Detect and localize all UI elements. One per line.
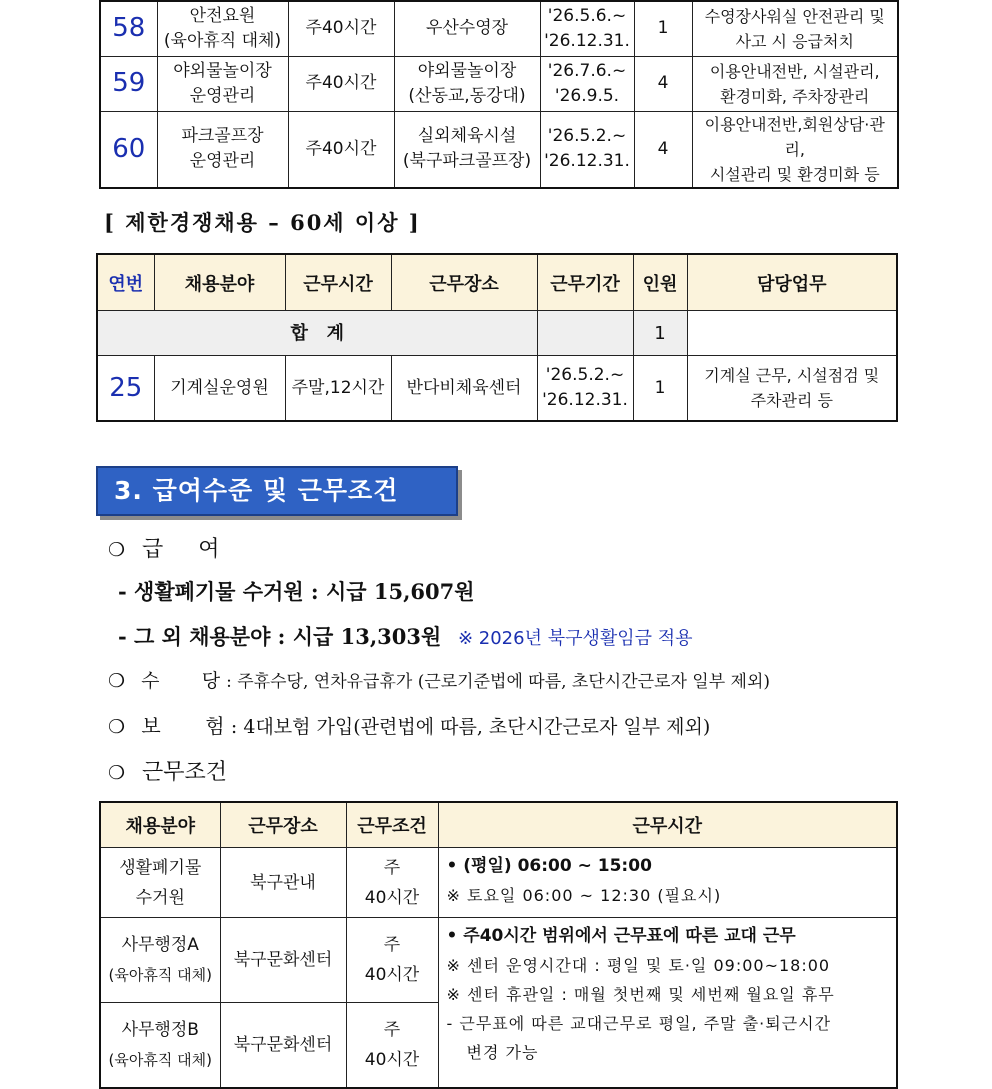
row-number: 60 xyxy=(100,111,157,188)
work-condition-line1: 주 xyxy=(383,935,401,955)
col-header-period: 근무기간 xyxy=(537,254,633,311)
work-period-start: '26.7.6.~ xyxy=(547,60,627,81)
job-field-line2: 운영관리 xyxy=(189,151,256,171)
work-condition-line2: 40시간 xyxy=(364,965,420,985)
work-period-start: '26.5.2.~ xyxy=(547,126,627,146)
circle-bullet-icon: ❍ xyxy=(108,539,126,561)
col-header-time: 근무시간 xyxy=(438,802,897,848)
job-field-line2: (육아휴직 대체) xyxy=(163,30,282,51)
work-condition-line2: 40시간 xyxy=(364,887,420,908)
work-time-bullet: • 주40시간 범위에서 근무표에 따른 교대 근무 xyxy=(446,926,796,946)
salary-label: 급 여 xyxy=(142,537,220,562)
col-header-hours: 근무시간 xyxy=(285,254,391,311)
restricted-section-heading: [ 제한경쟁채용 – 60세 이상 ] xyxy=(104,210,421,235)
work-time xyxy=(438,848,897,918)
top-job-table xyxy=(99,0,899,189)
work-time-bullet: • (평일) 06:00 ~ 15:00 xyxy=(446,856,652,876)
salary-line-others-text: - 그 외 채용분야 : 시급 13,303원 xyxy=(118,624,442,649)
job-field xyxy=(157,56,288,111)
job-field: 기계실운영원 xyxy=(154,356,285,422)
work-period xyxy=(537,356,633,422)
table-row xyxy=(100,111,898,188)
work-time-note: ※ 센터 휴관일 : 매월 첫번째 및 세번째 월요일 휴무 xyxy=(446,985,835,1004)
insurance-line xyxy=(108,710,710,739)
col-header-field: 채용분야 xyxy=(100,802,220,848)
col-header-place: 근무장소 xyxy=(220,802,346,848)
conditions-heading xyxy=(108,755,227,786)
duties-line1: 기계실 근무, 시설점검 및 xyxy=(704,366,880,385)
conditions-table xyxy=(99,801,898,1089)
restricted-job-table xyxy=(96,253,898,422)
work-hours: 주40시간 xyxy=(288,1,394,56)
work-place xyxy=(394,111,540,188)
work-time-note: 변경 가능 xyxy=(466,1043,539,1062)
duties-line2: 시설관리 및 환경미화 등 xyxy=(709,164,880,184)
duties xyxy=(692,56,898,111)
headcount: 4 xyxy=(634,56,692,111)
salary-line-waste: - 생활폐기물 수거원 : 시급 15,607원 xyxy=(118,579,475,604)
work-time-note: ※ 토요일 06:00 ~ 12:30 (필요시) xyxy=(446,886,722,905)
section-title-banner: 3. 급여수준 및 근무조건 xyxy=(96,466,458,516)
work-period xyxy=(540,1,634,56)
work-condition xyxy=(346,918,438,1003)
insurance-label: 보 험 xyxy=(141,714,225,738)
table-header-row xyxy=(100,802,897,848)
duties-line2: 사고 시 응급처치 xyxy=(735,31,854,51)
conditions-label: 근무조건 xyxy=(142,760,228,785)
work-hours: 주40시간 xyxy=(288,111,394,188)
duties-line1: 이용안내전반,회원상담·관리, xyxy=(704,114,885,159)
work-condition xyxy=(346,848,438,918)
col-header-count: 인원 xyxy=(633,254,687,311)
col-header-duties: 담당업무 xyxy=(687,254,897,311)
duties-line1: 이용안내전반, 시설관리, xyxy=(709,61,880,81)
job-field-line1: 안전요원 xyxy=(189,5,256,26)
work-place-line1: 야외물놀이장 xyxy=(417,60,517,81)
work-period-end: '26.12.31. xyxy=(544,30,630,51)
duties xyxy=(692,1,898,56)
circle-bullet-icon: ❍ xyxy=(108,762,126,784)
col-header-condition: 근무조건 xyxy=(346,802,438,848)
job-field xyxy=(157,1,288,56)
headcount: 1 xyxy=(633,356,687,422)
work-period-end: '26.9.5. xyxy=(554,85,620,106)
headcount: 4 xyxy=(634,111,692,188)
work-place: 북구문화센터 xyxy=(220,1003,346,1088)
table-row xyxy=(97,356,897,422)
work-place xyxy=(394,56,540,111)
table-row xyxy=(100,848,897,918)
work-period-end: '26.12.31. xyxy=(542,390,628,410)
col-header-number: 연번 xyxy=(97,254,154,311)
insurance-text: : 4대보험 가입(관련법에 따름, 초단시간근로자 일부 제외) xyxy=(230,716,711,738)
duties-line1: 수영장사워실 안전관리 및 xyxy=(704,6,885,26)
total-row xyxy=(97,311,897,356)
work-place xyxy=(394,1,540,56)
work-time xyxy=(438,918,897,1088)
row-number: 25 xyxy=(97,356,154,422)
circle-bullet-icon: ❍ xyxy=(108,716,126,738)
work-condition-line1: 주 xyxy=(383,857,401,878)
work-place: 북구관내 xyxy=(220,848,346,918)
work-hours: 주말,12시간 xyxy=(285,356,391,422)
duties-line2: 주차관리 등 xyxy=(750,391,833,410)
col-header-field: 채용분야 xyxy=(154,254,285,311)
headcount: 1 xyxy=(634,1,692,56)
work-condition-line2: 40시간 xyxy=(364,1049,420,1070)
row-number: 58 xyxy=(100,1,157,56)
allowance-line xyxy=(108,666,770,693)
circle-bullet-icon: ❍ xyxy=(108,670,126,692)
row-number: 59 xyxy=(100,56,157,111)
job-field xyxy=(100,918,220,1003)
work-condition-line1: 주 xyxy=(383,1019,401,1040)
work-period-start: '26.5.2.~ xyxy=(545,365,625,385)
table-row xyxy=(100,56,898,111)
job-field xyxy=(100,1003,220,1088)
total-label-text: 합 계 xyxy=(290,322,345,344)
table-header-row xyxy=(97,254,897,311)
allowance-label: 수 당 xyxy=(141,670,221,692)
work-place: 반다비체육센터 xyxy=(391,356,537,422)
job-field-line1: 생활폐기물 xyxy=(119,857,202,878)
job-field-line2: 운영관리 xyxy=(189,85,256,106)
total-count: 1 xyxy=(633,311,687,356)
work-period-start: '26.5.6.~ xyxy=(547,5,627,26)
job-field-line2: (육아휴직 대체) xyxy=(108,1050,212,1069)
duties xyxy=(692,111,898,188)
allowance-text: : 주휴수당, 연차유급휴가 (근로기준법에 따름, 초단시간근로자 일부 제외) xyxy=(226,672,771,692)
total-label xyxy=(97,311,537,356)
salary-note: ※ 2026년 북구생활임금 적용 xyxy=(457,628,693,649)
work-time-note: ※ 센터 운영시간대 : 평일 및 토·일 09:00~18:00 xyxy=(446,956,831,975)
work-period-end: '26.12.31. xyxy=(544,151,630,171)
col-header-place: 근무장소 xyxy=(391,254,537,311)
table-row xyxy=(100,1,898,56)
duties xyxy=(687,356,897,422)
work-condition xyxy=(346,1003,438,1088)
work-period xyxy=(540,111,634,188)
total-period-empty xyxy=(537,311,633,356)
work-place-line1: 우산수영장 xyxy=(425,18,509,39)
job-field-line1: 파크골프장 xyxy=(181,126,264,146)
work-place-line1: 실외체육시설 xyxy=(417,126,517,146)
job-field xyxy=(157,111,288,188)
job-field-line2: (육아휴직 대체) xyxy=(108,966,212,984)
duties-line2: 환경미화, 주차장관리 xyxy=(720,86,870,106)
job-field-line1: 사무행정A xyxy=(121,935,199,955)
job-field-line1: 야외물놀이장 xyxy=(173,60,272,81)
job-field xyxy=(100,848,220,918)
work-hours: 주40시간 xyxy=(288,56,394,111)
job-field-line2: 수거원 xyxy=(135,887,185,908)
job-field-line1: 사무행정B xyxy=(121,1019,199,1040)
work-time-note: - 근무표에 따른 교대근무로 평일, 주말 출·퇴근시간 xyxy=(446,1014,832,1033)
table-row xyxy=(100,918,897,1003)
salary-heading xyxy=(108,532,220,563)
work-period xyxy=(540,56,634,111)
work-place: 북구문화센터 xyxy=(220,918,346,1003)
work-place-line2: (북구파크골프장) xyxy=(402,151,532,171)
salary-line-others xyxy=(118,621,693,651)
work-place-line2: (산동교,동강대) xyxy=(408,85,526,106)
total-duties-empty xyxy=(687,311,897,356)
